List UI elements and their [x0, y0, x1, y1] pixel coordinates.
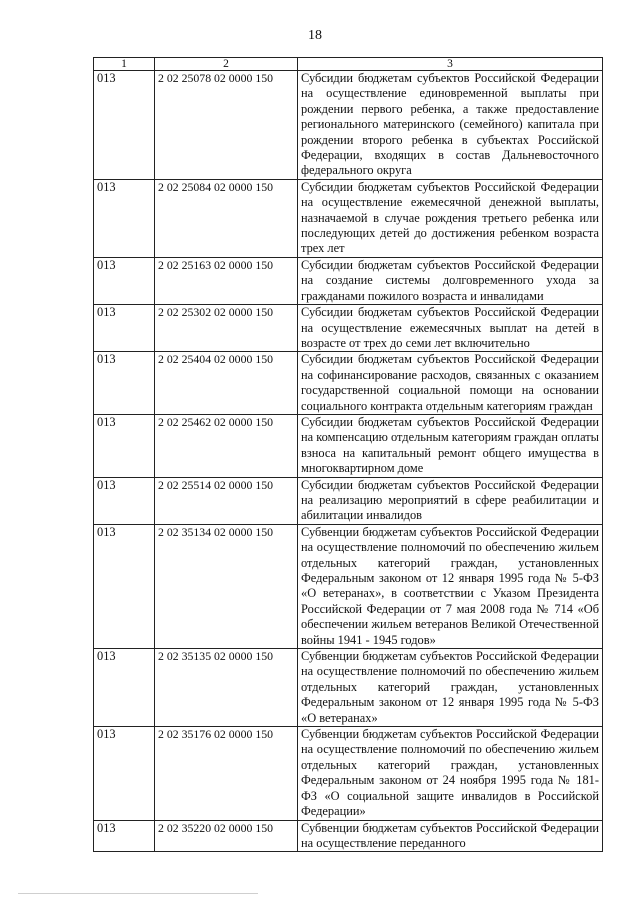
- table-row: [94, 477, 603, 524]
- header-row: [94, 58, 603, 71]
- budget-code-cell: 2 02 25302 02 0000 150: [155, 305, 298, 352]
- table-row: [94, 649, 603, 727]
- description-cell: Субвенции бюджетам субъектов Российской Федерации на осуществление полномочий по обеспечению жильем отдельных категорий граждан, установленных Федеральным законом от 24 ноября 1995 года № 181-ФЗ «О социальной защите инвалидов в Российской Федерации»: [298, 727, 603, 820]
- table-row: [94, 352, 603, 415]
- admin-code-cell: 013: [94, 820, 155, 852]
- description-cell: Субсидии бюджетам субъектов Российской Федерации на софинансирование расходов, связанных с оказанием государственной социальной помощи на основании социального контракта отдельным категориям граждан: [298, 352, 603, 415]
- budget-code-cell: 2 02 25163 02 0000 150: [155, 257, 298, 304]
- budget-code-cell: 2 02 25462 02 0000 150: [155, 414, 298, 477]
- table-row: [94, 414, 603, 477]
- admin-code-cell: 013: [94, 477, 155, 524]
- budget-code-cell: 2 02 35220 02 0000 150: [155, 820, 298, 852]
- table-row: [94, 179, 603, 257]
- budget-classification-table: [93, 57, 603, 852]
- scan-edge-line: [18, 893, 258, 894]
- admin-code-cell: 013: [94, 414, 155, 477]
- budget-code-cell: 2 02 25404 02 0000 150: [155, 352, 298, 415]
- page-number: 18: [308, 28, 322, 43]
- table-row: [94, 820, 603, 852]
- admin-code-cell: 013: [94, 649, 155, 727]
- budget-code-cell: 2 02 35135 02 0000 150: [155, 649, 298, 727]
- description-cell: Субсидии бюджетам субъектов Российской Федерации на осуществление ежемесячной денежной выплаты, назначаемой в случае рождения третьего ребенка или последующих детей до достижения ребенком возраста трех лет: [298, 179, 603, 257]
- admin-code-cell: 013: [94, 305, 155, 352]
- budget-code-cell: 2 02 35176 02 0000 150: [155, 727, 298, 820]
- table-row: [94, 727, 603, 820]
- admin-code-cell: 013: [94, 257, 155, 304]
- description-cell: Субсидии бюджетам субъектов Российской Федерации на осуществление ежемесячных выплат на детей в возрасте от трех до семи лет включительно: [298, 305, 603, 352]
- description-cell: Субвенции бюджетам субъектов Российской Федерации на осуществление полномочий по обеспечению жильем отдельных категорий граждан, установленных Федеральным законом от 12 января 1995 года № 5-ФЗ «О ветеранах», в соответствии с Указом Президента Российской Федерации от 7 мая 2008 года № 714 «Об обеспечении жильем ветеранов Великой Отечественной войны 1941 - 1945 годов»: [298, 524, 603, 648]
- admin-code-cell: 013: [94, 524, 155, 648]
- description-cell: Субсидии бюджетам субъектов Российской Федерации на реализацию мероприятий в сфере реабилитации и абилитации инвалидов: [298, 477, 603, 524]
- table-row: [94, 524, 603, 648]
- admin-code-cell: 013: [94, 727, 155, 820]
- budget-code-cell: 2 02 25084 02 0000 150: [155, 179, 298, 257]
- budget-code-cell: 2 02 25078 02 0000 150: [155, 71, 298, 180]
- description-cell: Субсидии бюджетам субъектов Российской Федерации на осуществление единовременной выплаты при рождении первого ребенка, а также предоставление регионального материнского (семейного) капитала при рождении второго ребенка в субъектах Российской Федерации, входящих в состав Дальневосточного федерального округа: [298, 71, 603, 180]
- description-cell: Субсидии бюджетам субъектов Российской Федерации на компенсацию отдельным категориям граждан оплаты взноса на капитальный ремонт общего имущества в многоквартирном доме: [298, 414, 603, 477]
- table-row: [94, 305, 603, 352]
- table-row: [94, 71, 603, 180]
- budget-code-cell: 2 02 25514 02 0000 150: [155, 477, 298, 524]
- description-cell: Субвенции бюджетам субъектов Российской Федерации на осуществление переданного: [298, 820, 603, 852]
- admin-code-cell: 013: [94, 352, 155, 415]
- admin-code-cell: 013: [94, 179, 155, 257]
- budget-code-cell: 2 02 35134 02 0000 150: [155, 524, 298, 648]
- table-row: [94, 257, 603, 304]
- column-number-3: 3: [298, 58, 603, 71]
- admin-code-cell: 013: [94, 71, 155, 180]
- description-cell: Субсидии бюджетам субъектов Российской Федерации на создание системы долговременного ухода за гражданами пожилого возраста и инвалидами: [298, 257, 603, 304]
- description-cell: Субвенции бюджетам субъектов Российской Федерации на осуществление полномочий по обеспечению жильем отдельных категорий граждан, установленных Федеральным законом от 12 января 1995 года № 5-ФЗ «О ветеранах»: [298, 649, 603, 727]
- column-number-1: 1: [94, 58, 155, 71]
- column-number-2: 2: [155, 58, 298, 71]
